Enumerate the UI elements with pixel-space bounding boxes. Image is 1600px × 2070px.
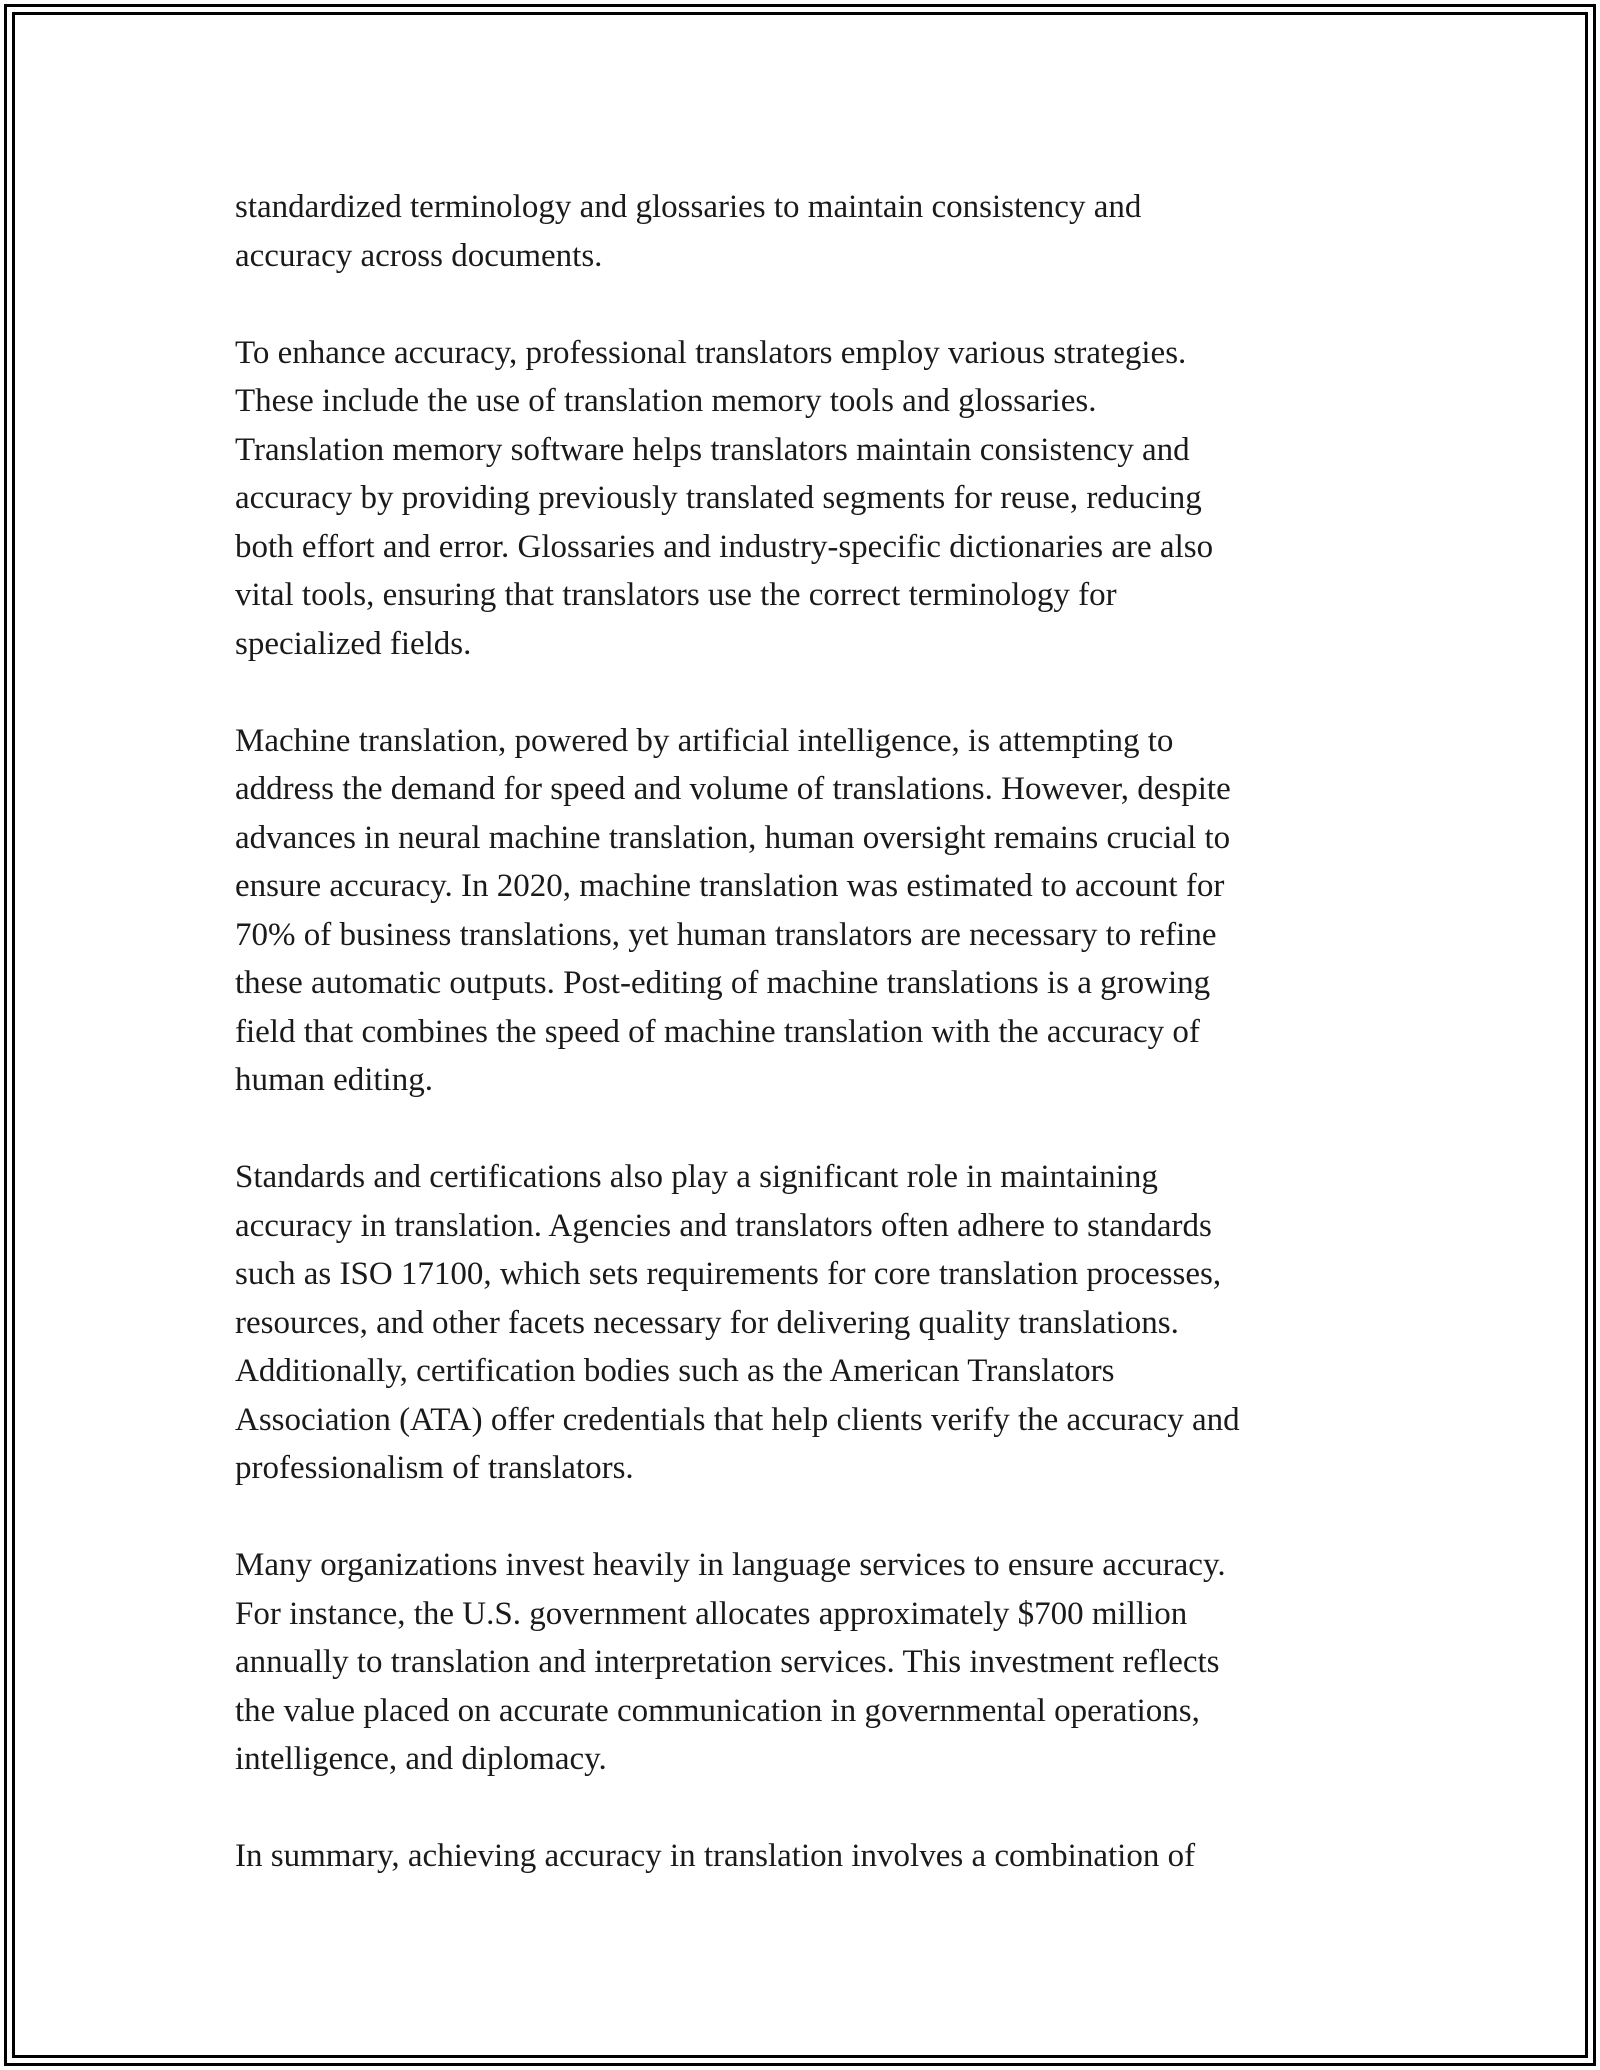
paragraph-organization-investment: Many organizations invest heavily in language services to ensure accuracy. For instance, the U.S. government allocates approximately $700 million annually to translation and interpretation services. This investment reflects the value placed on accurate communication in governmental operations, intelligence, and diplomacy. xyxy=(235,1547,1226,1777)
paragraph-terminology-continuation: standardized terminology and glossaries to maintain consistency and accuracy across documents. xyxy=(235,189,1142,274)
paragraph-machine-translation: Machine translation, powered by artificial intelligence, is attempting to address the demand for speed and volume of translations. However, despite advances in neural machine translation, human oversight remains crucial to ensure accuracy. In 2020, machine translation was estimated to account for 70% of business translations, yet human translators are necessary to refine these automatic outputs. Post-editing of machine translations is a growing field that combines the speed of machine translation with the accuracy of human editing. xyxy=(235,722,1231,1098)
document-body xyxy=(235,183,1385,1881)
paragraph-standards-certifications: Standards and certifications also play a significant role in maintaining accuracy in translation. Agencies and translators often adhere to standards such as ISO 17100, which sets requirements for core translation processes, resources, and other facets necessary for delivering quality translations. Additionally, certification bodies such as the American Translators Association (ATA) offer credentials that help clients verify the accuracy and professionalism of translators. xyxy=(235,1159,1240,1486)
paragraph-summary: In summary, achieving accuracy in translation involves a combination of xyxy=(235,1838,1196,1874)
paragraph-translator-strategies: To enhance accuracy, professional translators employ various strategies. These include the use of translation memory tools and glossaries. Translation memory software helps translators maintain consistency and accuracy by providing previously translated segments for reuse, reducing both effort and error. Glossaries and industry-specific dictionaries are also vital tools, ensuring that translators use the correct terminology for specialized fields. xyxy=(235,334,1214,662)
